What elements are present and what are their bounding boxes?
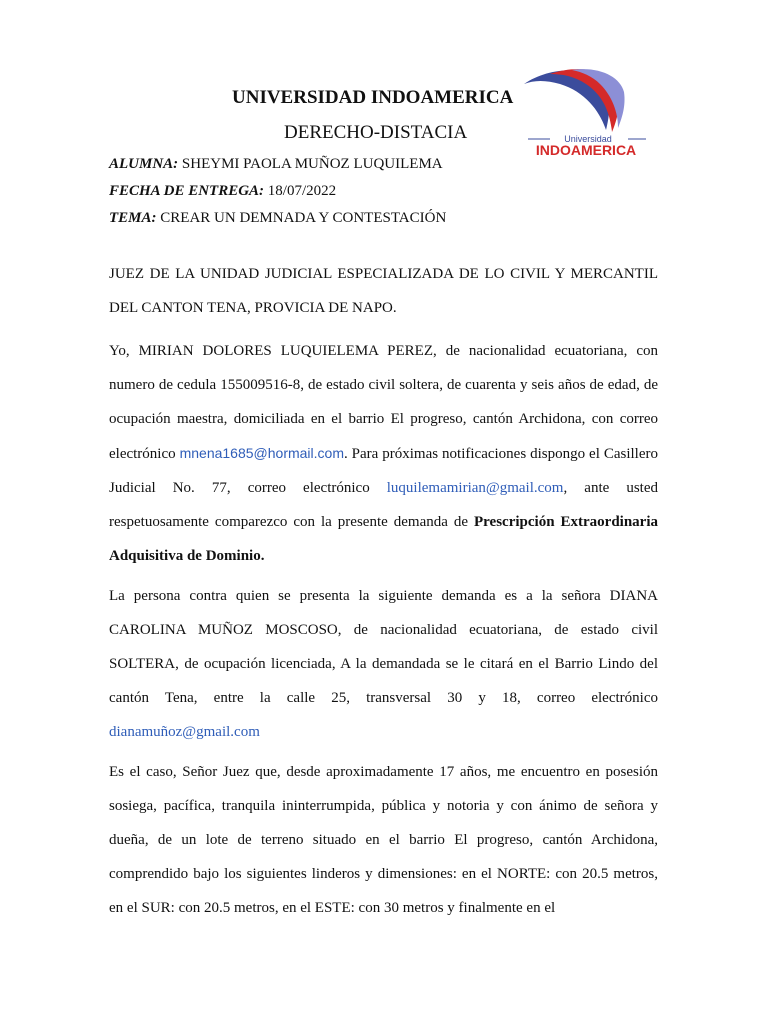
- logo-top-text: Universidad: [564, 134, 612, 144]
- logo-main-text: INDOAMERICA: [535, 142, 637, 158]
- paragraph-addressee: JUEZ DE LA UNIDAD JUDICIAL ESPECIALIZADA DE LO CIVIL Y MERCANTIL DEL CANTON TENA, PROVICIA DE NAPO.: [109, 266, 658, 316]
- meta-topic-label: TEMA:: [109, 210, 157, 226]
- meta-date-label: FECHA DE ENTREGA:: [109, 183, 265, 199]
- document-subtitle: DERECHO-DISTACIA: [284, 122, 468, 143]
- plaintiff-gmail-link[interactable]: luquilemamirian@gmail.com: [386, 480, 564, 496]
- meta-date: [109, 182, 336, 200]
- plaintiff-email-link[interactable]: mnena1685@hormail.com: [179, 445, 344, 461]
- meta-student-value: SHEYMI PAOLA MUÑOZ LUQUILEMA: [181, 156, 443, 172]
- university-logo: [520, 62, 652, 160]
- plaintiff-text-b: . Para próximas notificaciones dispongo el Casillero Judicial No. 77, correo electrónico: [109, 446, 658, 496]
- meta-student-label: ALUMNA:: [109, 156, 179, 172]
- meta-student: [109, 155, 443, 173]
- meta-topic-value: CREAR UN DEMNADA Y CONTESTACIÓN: [160, 210, 447, 226]
- paragraph-facts: Es el caso, Señor Juez que, desde aproximadamente 17 años, me encuentro en posesión sosiega, pacífica, tranquila ininterrumpida, pública y notoria y con ánimo de señora y dueña, de un lote de terreno situado en el barrio El progreso, cantón Archidona, comprendido bajo los siguientes linderos y dimensiones: en el NORTE: con 20.5 metros, en el SUR: con 20.5 metros, en el ESTE: con 30 metros y finalmente en el: [109, 764, 658, 916]
- defendant-email-link[interactable]: dianamuñoz@gmail.com: [109, 724, 260, 740]
- meta-date-value: 18/07/2022: [267, 183, 337, 199]
- meta-topic: [109, 209, 446, 227]
- demand-type: Prescripción Extraordinaria Adquisitiva de Dominio.: [109, 514, 659, 564]
- document-title: UNIVERSIDAD INDOAMERICA: [232, 87, 514, 108]
- plaintiff-text-a: Yo, MIRIAN DOLORES LUQUIELEMA PEREZ, de nacionalidad ecuatoriana, con numero de cedula 155009516-8, de estado civil soltera, de cuarenta y seis años de edad, de ocupación maestra, domiciliada en el barrio El progreso, cantón Archidona, con correo electrónico: [109, 343, 658, 462]
- defendant-text: La persona contra quien se presenta la siguiente demanda es a la señora DIANA CAROLINA MUÑOZ MOSCOSO, de nacionalidad ecuatoriana, de estado civil SOLTERA, de ocupación licenciada, A la demandada se le citará en el Barrio Lindo del cantón Tena, entre la calle 25, transversal 30 y 18, correo electrónico: [109, 588, 658, 706]
- paragraph-plaintiff: [109, 334, 658, 573]
- paragraph-defendant: [109, 579, 658, 749]
- plaintiff-text-c: , ante usted respetuosamente comparezco con la presente demanda de: [109, 480, 658, 530]
